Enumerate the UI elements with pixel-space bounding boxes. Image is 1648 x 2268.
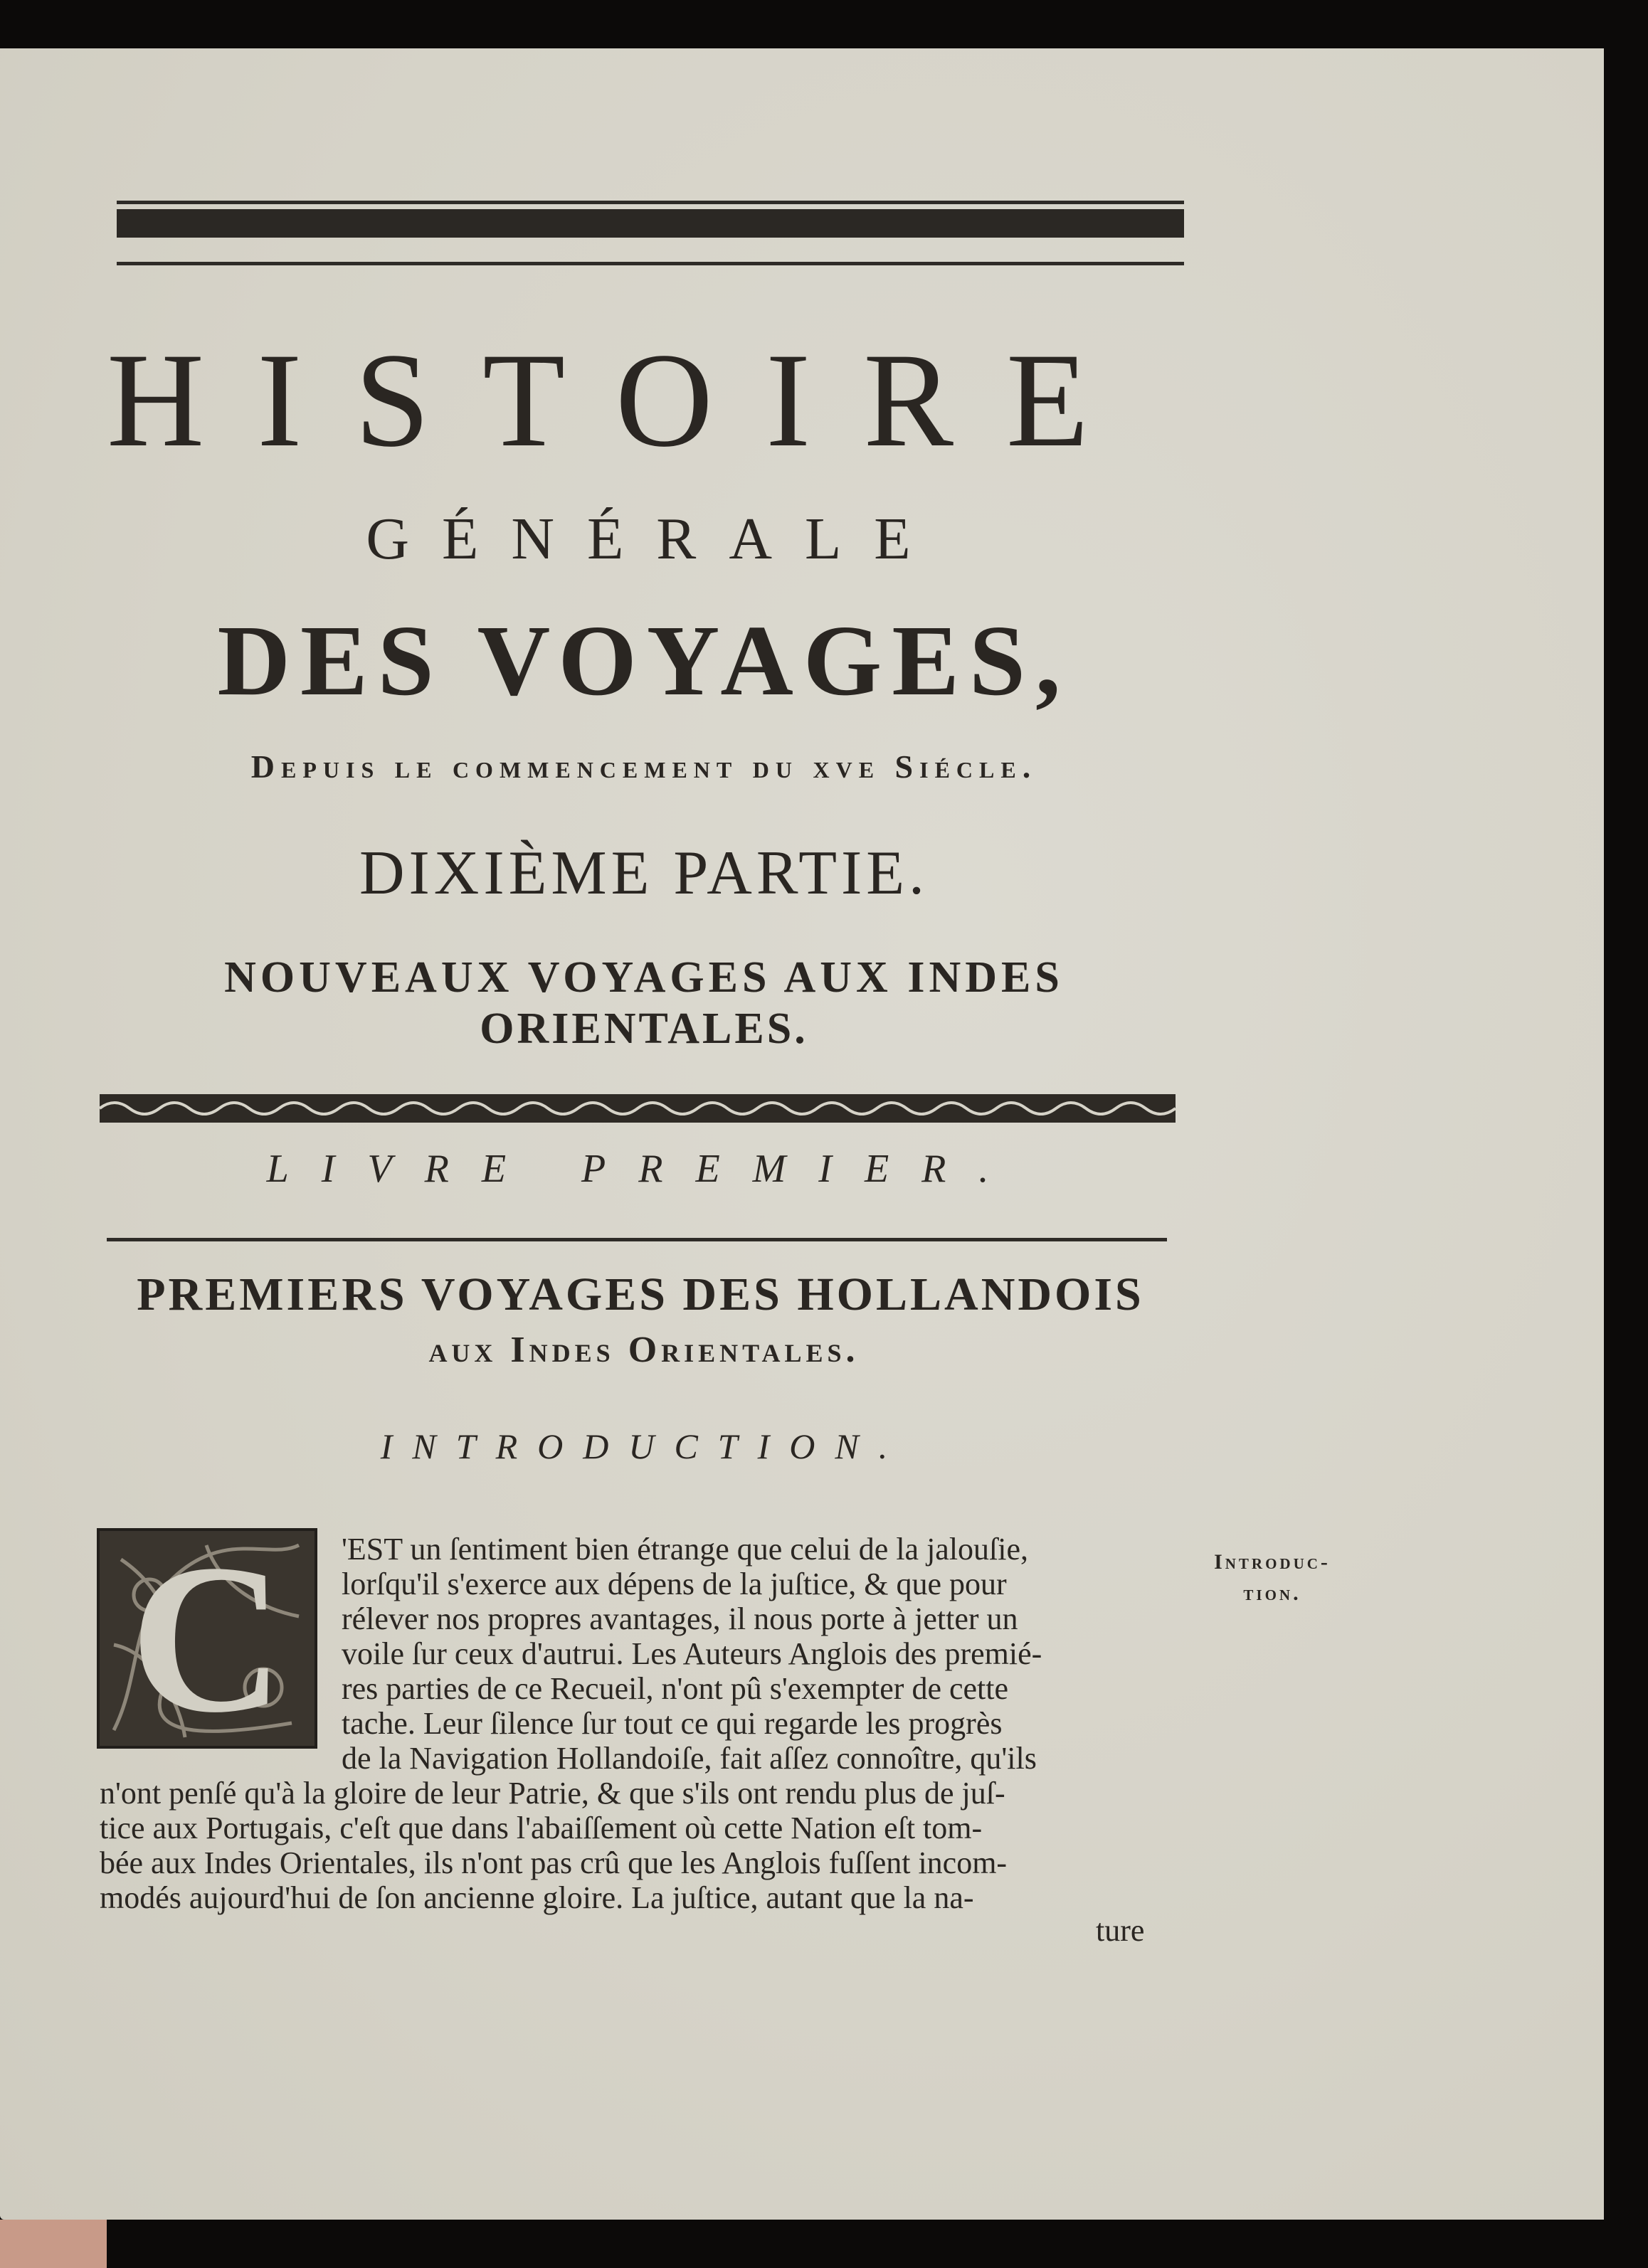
title-des-voyages: DES VOYAGES, xyxy=(217,604,1071,716)
subtitle-line1: NOUVEAUX VOYAGES AUX INDES xyxy=(224,953,1064,1002)
top-rule-thick xyxy=(117,209,1184,238)
body-line: res parties de ce Recueil, n'ont pû s'exempter de cette xyxy=(342,1671,1009,1706)
top-rule-thin xyxy=(117,201,1184,204)
chapter-title-line1: PREMIERS VOYAGES DES HOLLANDOIS xyxy=(137,1268,1144,1320)
chapter-rule xyxy=(107,1238,1167,1241)
book-heading: LIVRE PREMIER. xyxy=(266,1147,1022,1191)
marginal-note-line1: Introduc- xyxy=(1214,1550,1331,1574)
body-paragraph xyxy=(100,1520,1167,1915)
top-rule-thin-lower xyxy=(117,262,1184,265)
section-heading: INTRODUCTION. xyxy=(380,1426,908,1466)
body-line: voile ſur ceux d'autrui. Les Auteurs Anglois des premié- xyxy=(342,1636,1042,1671)
title-depuis: Depuis le commencement du xve Siécle. xyxy=(250,748,1037,785)
body-line: de la Navigation Hollandoiſe, fait aſſez connoître, qu'ils xyxy=(342,1741,1037,1776)
body-line: tice aux Portugais, c'eſt que dans l'abaiſſement où cette Nation eſt tom- xyxy=(100,1811,983,1845)
body-line: modés aujourd'hui de ſon ancienne gloire. La juſtice, autant que la na- xyxy=(100,1880,974,1915)
body-line: bée aux Indes Orientales, ils n'ont pas crû que les Anglois fuſſent incom- xyxy=(100,1845,1008,1880)
body-line: 'EST un ſentiment bien étrange que celui de la jalouſie, xyxy=(342,1532,1029,1567)
ornamental-border xyxy=(100,1094,1176,1123)
body-line: rélever nos propres avantages, il nous porte à jetter un xyxy=(342,1601,1018,1636)
body-line: lorſqu'il s'exerce aux dépens de la juſtice, & que pour xyxy=(342,1567,1007,1601)
catchword: ture xyxy=(1096,1913,1145,1948)
chapter-title-line2: aux Indes Orientales. xyxy=(428,1330,860,1370)
marginal-note-line2: tion. xyxy=(1243,1581,1301,1605)
marginal-note xyxy=(1187,1547,1358,1609)
initial-letter: C xyxy=(130,1520,285,1756)
title-generale: GÉNÉRALE xyxy=(366,506,944,572)
subtitle-line2: ORIENTALES. xyxy=(480,1005,808,1053)
body-line: tache. Leur ſilence ſur tout ce qui regarde les progrès xyxy=(342,1706,1003,1741)
page-edge xyxy=(0,2220,107,2268)
title-histoire: HISTOIRE xyxy=(107,326,1142,475)
body-line: n'ont penſé qu'à la gloire de leur Patrie, & que s'ils ont rendu plus de juſ- xyxy=(100,1776,1005,1811)
book-page xyxy=(0,48,1604,2220)
part-title: DIXIÈME PARTIE. xyxy=(359,839,929,908)
